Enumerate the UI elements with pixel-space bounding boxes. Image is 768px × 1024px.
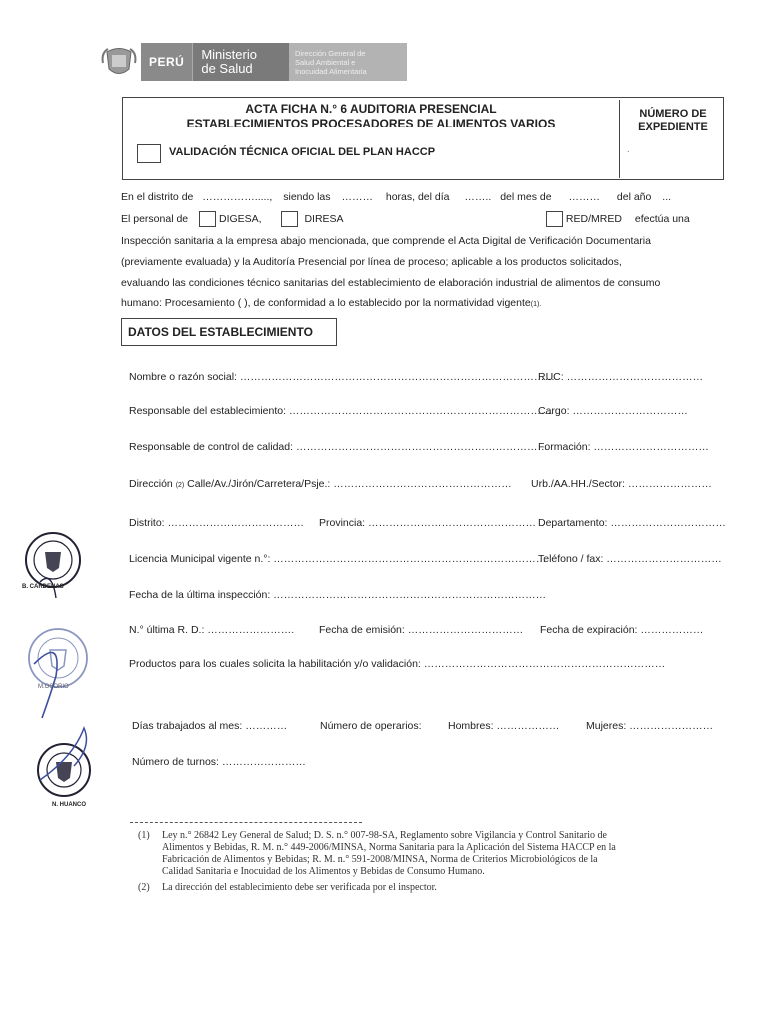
stamp-1: B. CARDENAS — [22, 530, 86, 610]
digesa-checkbox[interactable] — [199, 211, 216, 227]
intro-line-2: El personal de DIGESA, DIRESA — [121, 211, 344, 227]
intro-line-4: (previamente evaluada) y la Auditoría Presencial por línea de proceso; aplicable a los productos solicitados, — [121, 256, 622, 268]
hora-blank[interactable]: ……… — [341, 191, 373, 203]
provincia-field[interactable]: Provincia: ………………………………………… — [319, 517, 537, 529]
ministry-name: Ministerio de Salud — [192, 43, 289, 81]
stamp-3: N. HUANCO — [34, 726, 98, 812]
title-main-cell — [123, 100, 620, 178]
cargo-field[interactable]: Cargo: …………………………… — [538, 405, 688, 417]
dia-blank[interactable]: …….. — [464, 191, 492, 203]
footnote-2-text: La dirección del establecimiento debe ser verificada por el inspector. — [162, 882, 437, 893]
peru-label: PERÚ — [141, 43, 192, 81]
turnos-field[interactable]: Número de turnos: …………………… — [132, 756, 306, 768]
licencia-field[interactable]: Licencia Municipal vigente n.°: …………………………………………………………………… — [129, 553, 547, 565]
directorate-name: Dirección General de Salud Ambiental e Inocuidad Alimentaria — [289, 43, 407, 81]
mujeres-field[interactable]: Mujeres: …………………… — [586, 720, 714, 732]
expediente-label: NÚMERO DE EXPEDIENTE — [638, 108, 708, 133]
direccion-field[interactable]: Dirección (2) Calle/Av./Jirón/Carretera/Psje.: …………………………………………… — [129, 478, 512, 490]
calidad-field[interactable]: Responsable de control de calidad: ……………………………………………………………… — [129, 441, 548, 453]
productos-field[interactable]: Productos para los cuales solicita la habilitación y/o validación: …………………………………………………………… — [129, 658, 666, 670]
section-heading: DATOS DEL ESTABLECIMIENTO — [121, 318, 337, 346]
footnote-1-line: Calidad Sanitaria e Inocuidad de los Alimentos y Bebidas de Consumo Humano. — [162, 866, 485, 877]
footnote-1-line: Fabricación de Alimentos y Bebidas; R. M. n.° 591-2008/MINSA, Norma de Criterios Microbiológicos de la — [162, 854, 598, 865]
haccp-checkbox[interactable] — [137, 144, 161, 163]
title-box — [122, 97, 724, 180]
departamento-field[interactable]: Departamento: …………………………… — [538, 517, 726, 529]
distrito-field[interactable]: Distrito: ………………………………… — [129, 517, 305, 529]
footnote-2-num: (2) — [138, 882, 150, 893]
haccp-label: VALIDACIÓN TÉCNICA OFICIAL DEL PLAN HACCP — [169, 146, 436, 158]
ruc-field[interactable]: RUC: ………………………………… — [538, 371, 704, 383]
mes-blank[interactable]: ……… — [568, 191, 600, 203]
fecha-inspeccion-field[interactable]: Fecha de la última inspección: …………………………………………………………………… — [129, 589, 547, 601]
hombres-field[interactable]: Hombres: ……………… — [448, 720, 560, 732]
telefono-field[interactable]: Teléfono / fax: …………………………… — [538, 553, 722, 565]
anio-blank[interactable]: ... — [662, 191, 672, 203]
dias-field[interactable]: Días trabajados al mes: ………… — [132, 720, 288, 732]
red-mred-checkbox[interactable] — [546, 211, 563, 227]
distrito-blank[interactable]: ……………....., — [202, 191, 273, 203]
urb-field[interactable]: Urb./AA.HH./Sector: …………………… — [531, 478, 712, 490]
footnote-1-num: (1) — [138, 830, 150, 841]
diresa-checkbox[interactable] — [281, 211, 298, 227]
stamp-2: M.OSORIO — [22, 626, 92, 722]
operarios-label: Número de operarios: — [320, 720, 422, 732]
responsable-field[interactable]: Responsable del establecimiento: ………………………………………………………………… — [129, 405, 552, 417]
expediente-value[interactable]: . — [627, 144, 630, 154]
ultima-rd-field[interactable]: N.° última R. D.: ……………………. — [129, 624, 295, 636]
coat-of-arms-icon — [100, 43, 138, 81]
fecha-expiracion-field[interactable]: Fecha de expiración: ……………… — [540, 624, 704, 636]
intro-line-5: evaluando las condiciones técnico sanitarias del establecimiento de elaboración industrial de alimentos de consumo — [121, 277, 661, 289]
form-subtitle: ESTABLECIMIENTOS PROCESADORES DE ALIMENTOS VARIOS — [186, 117, 556, 127]
form-title: ACTA FICHA N.° 6 AUDITORIA PRESENCIAL — [245, 102, 497, 116]
intro-line-6: humano: Procesamiento ( ), de conformidad a lo establecido por la normatividad vigente(1). — [121, 297, 542, 309]
intro-line-2-right: RED/MRED efectúa una — [546, 211, 690, 227]
footnote-1-line: Ley n.° 26842 Ley General de Salud; D. S. n.° 007-98-SA, Reglamento sobre Vigilancia y Control Sanitario de — [162, 830, 607, 841]
intro-line-3: Inspección sanitaria a la empresa abajo mencionada, que comprende el Acta Digital de Verificación Documentaria — [121, 235, 651, 247]
footnote-1-line: Alimentos y Bebidas, R. M. n.° 449-2006/MINSA, Norma Sanitaria para la Aplicación del Sistema HACCP en la — [162, 842, 616, 853]
nombre-field[interactable]: Nombre o razón social: ……………………………………………………………………………… — [129, 371, 555, 383]
footnote-rule — [130, 822, 362, 823]
fecha-emision-field[interactable]: Fecha de emisión: …………………………… — [319, 624, 524, 636]
formacion-field[interactable]: Formación: …………………………… — [538, 441, 709, 453]
intro-line-1: En el distrito de ……………....., siendo las ……… horas, del día …….. del mes de ……… del año ... — [121, 191, 672, 203]
ministry-logo — [100, 42, 407, 82]
